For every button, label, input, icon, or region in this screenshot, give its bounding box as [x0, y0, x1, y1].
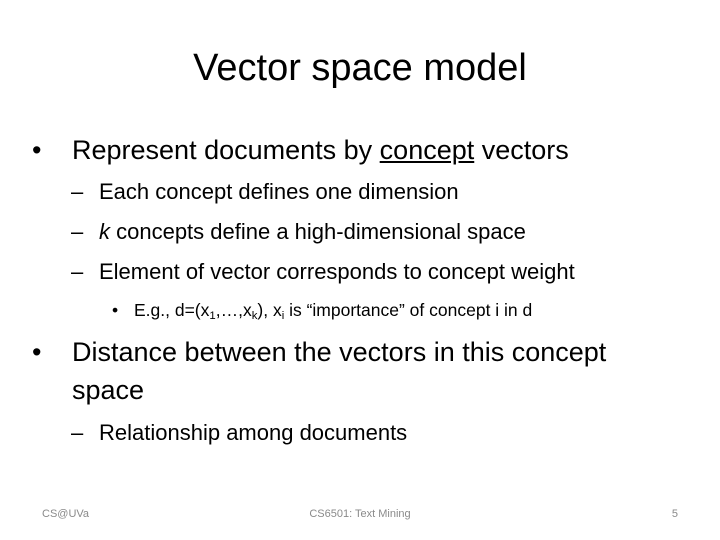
sub-bullet-text: Relationship among documents: [99, 420, 408, 445]
dash-marker: –: [71, 219, 84, 244]
bullet-text: Represent documents by: [72, 135, 380, 165]
bullet-continuation: space: [72, 375, 145, 405]
example-text: E.g., d=(x: [134, 300, 210, 320]
subscript-k: k: [251, 310, 258, 322]
bullet-marker: •: [32, 337, 42, 367]
dash-marker: –: [71, 259, 84, 284]
sub-bullet-relationship: [71, 420, 407, 446]
sub-bullet-text: Each concept defines one dimension: [99, 179, 459, 204]
dash-marker: –: [71, 420, 84, 445]
footer-center: CS6501: Text Mining: [309, 508, 411, 520]
sub-bullet-element-of-vector: [71, 259, 575, 285]
bullet-marker: •: [112, 300, 119, 320]
sub-bullet-each-concept: [71, 179, 459, 205]
example-text: ), x: [257, 300, 282, 320]
underlined-word-concept: concept: [379, 135, 475, 165]
example-text: ,…,x: [215, 300, 252, 320]
example-text: is “importance” of concept i in d: [284, 300, 533, 320]
bullet-text-end: vectors: [474, 135, 569, 165]
bullet-distance-between-vectors: [32, 336, 606, 368]
dash-marker: –: [71, 179, 84, 204]
page-number: 5: [671, 508, 678, 520]
sub-bullet-k-concepts: [71, 219, 526, 245]
sub-bullet-text: concepts define a high-dimensional space: [110, 219, 526, 244]
bullet-marker: •: [32, 135, 42, 165]
subscript-i: i: [281, 310, 285, 322]
footer-left: CS@UVa: [42, 508, 90, 520]
bullet-text: Distance between the vectors in this concept: [72, 337, 607, 367]
sub-bullet-text: Element of vector corresponds to concept weight: [99, 259, 575, 284]
sub-sub-bullet-example: [112, 299, 532, 321]
bullet-represent-documents: [32, 134, 569, 166]
italic-k: k: [99, 219, 110, 244]
subscript-1: 1: [209, 310, 216, 322]
slide-title: Vector space model: [193, 47, 527, 89]
